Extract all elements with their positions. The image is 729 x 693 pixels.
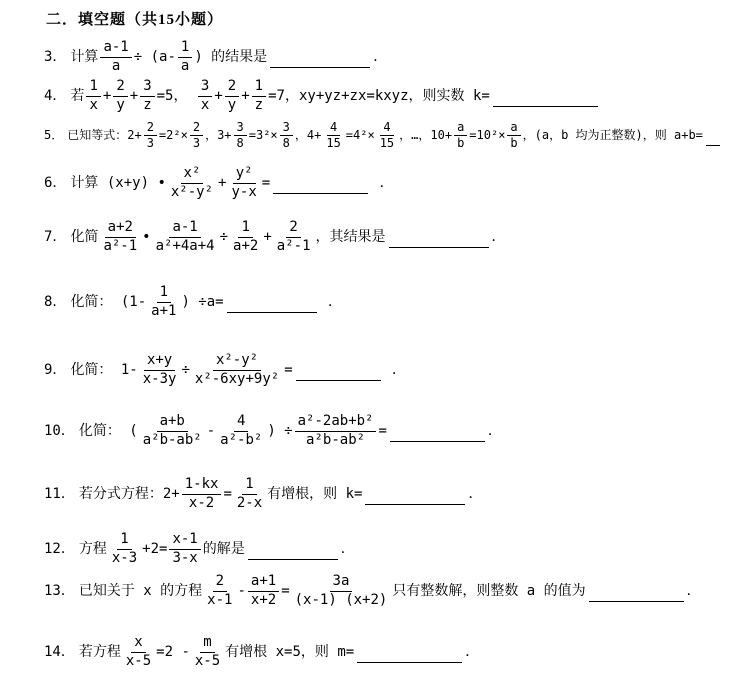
fraction-numerator: y²	[233, 165, 256, 184]
math-text: ．	[468, 485, 483, 502]
math-text: =5，	[156, 87, 196, 104]
answer-blank	[248, 546, 338, 560]
fraction-denominator: x²-y²	[170, 183, 214, 200]
question-item	[44, 39, 723, 75]
math-text: =	[378, 422, 387, 439]
math-text: 有增根，则 k=	[267, 485, 363, 502]
fraction-numerator: 2	[213, 573, 227, 592]
math-text: =	[223, 485, 232, 502]
fraction-denominator: a	[180, 57, 190, 74]
fraction-denominator: b	[510, 136, 518, 150]
fraction-numerator: a²-2ab+b²	[295, 413, 377, 432]
math-fraction	[192, 352, 282, 388]
question-item	[44, 573, 723, 609]
question-number: 10．	[44, 422, 75, 439]
question-item	[44, 78, 723, 114]
math-text: ÷ (a-	[133, 48, 176, 65]
answer-blank	[493, 93, 598, 107]
fraction-denominator: a²b-ab²	[306, 431, 366, 448]
math-text: ) 的结果是	[194, 48, 268, 65]
question-number: 3．	[44, 48, 67, 65]
math-fraction	[169, 531, 200, 567]
fraction-denominator: 8	[282, 136, 290, 150]
math-text: 化简： 1-	[70, 361, 138, 378]
fraction-numerator: a-1	[169, 219, 200, 238]
answer-blank	[589, 588, 684, 602]
fraction-numerator: 2	[144, 120, 157, 136]
question-item	[44, 476, 723, 512]
fraction-denominator: y	[116, 96, 125, 113]
math-text: 若方程	[78, 643, 121, 660]
math-fraction	[178, 39, 192, 75]
math-text: +	[129, 87, 139, 104]
math-text: ．	[371, 174, 394, 191]
math-text: 已知关于 x 的方程	[78, 582, 203, 599]
math-fraction	[182, 476, 222, 512]
math-fraction	[140, 78, 154, 114]
fraction-denominator: y-x	[231, 183, 257, 200]
fraction-numerator: 4	[380, 120, 393, 136]
fraction-numerator: a+2	[105, 219, 136, 238]
math-text: ) ÷	[267, 422, 293, 439]
answer-blank	[706, 133, 720, 145]
math-fraction	[234, 476, 265, 512]
math-fraction	[148, 284, 179, 320]
question-number: 12．	[44, 540, 75, 557]
math-text: -	[206, 422, 216, 439]
fraction-numerator: 2	[225, 78, 239, 97]
math-fraction	[274, 219, 314, 255]
fraction-denominator: x-3y	[142, 370, 177, 387]
fraction-numerator: a+b	[157, 413, 188, 432]
math-fraction	[248, 573, 279, 609]
fraction-denominator: x-5	[125, 652, 152, 669]
question-item	[44, 165, 723, 201]
fraction-numerator: 3	[198, 78, 212, 97]
math-fraction	[252, 78, 266, 114]
math-text: 若	[70, 87, 85, 104]
fraction-numerator: 1	[242, 476, 256, 495]
question-number: 6．	[44, 174, 67, 191]
math-fraction	[454, 120, 467, 151]
math-text: ，…，10+	[399, 128, 453, 143]
question-item	[44, 531, 723, 567]
math-fraction	[153, 219, 218, 255]
math-text: =2 -	[156, 643, 190, 660]
math-fraction	[140, 413, 205, 449]
fraction-numerator: 1	[117, 531, 131, 550]
math-fraction	[225, 78, 239, 114]
math-fraction	[123, 634, 154, 670]
question-number: 11．	[44, 485, 75, 502]
fraction-numerator: x²-y²	[213, 352, 261, 371]
fraction-denominator: a+1	[151, 302, 177, 319]
question-item	[44, 120, 723, 151]
question-number: 8．	[44, 293, 67, 310]
math-text: =7，xy+yz+zx=kxyz，则实数 k=	[268, 87, 490, 104]
fraction-denominator: a²b-ab²	[142, 431, 202, 448]
math-text: ．	[340, 540, 355, 557]
math-fraction	[217, 413, 265, 449]
math-text: =3²×	[248, 128, 278, 143]
math-fraction	[228, 165, 259, 201]
math-fraction	[198, 78, 212, 114]
math-text: 方程	[78, 540, 107, 557]
fraction-numerator: x²	[181, 165, 204, 184]
fraction-numerator: x	[131, 634, 145, 653]
math-text: +	[241, 87, 250, 104]
fraction-numerator: 2	[286, 219, 300, 238]
question-number: 13．	[44, 582, 75, 599]
math-text: ．	[465, 643, 480, 660]
math-text: ．	[491, 228, 506, 245]
fraction-numerator: 2	[113, 78, 127, 97]
fraction-denominator: a²-1	[103, 237, 138, 254]
math-text: +	[214, 87, 223, 104]
math-text: ，4+	[294, 128, 322, 143]
math-fraction	[292, 573, 391, 609]
math-fraction	[168, 165, 216, 201]
fraction-denominator: a²-b²	[220, 431, 263, 448]
fraction-numerator: 4	[327, 120, 340, 136]
math-text: +	[263, 228, 272, 245]
fraction-denominator: x	[89, 96, 98, 113]
math-fraction	[100, 39, 131, 75]
question-item	[44, 219, 723, 255]
math-text: +2=	[142, 540, 168, 557]
math-fraction	[100, 219, 140, 255]
fraction-numerator: x-1	[169, 531, 200, 550]
math-text: =2²×	[158, 128, 188, 143]
question-number: 4．	[44, 87, 67, 104]
math-text: 化简	[70, 228, 99, 245]
fraction-numerator: 3	[140, 78, 154, 97]
fraction-denominator: z	[143, 96, 152, 113]
answer-blank	[273, 180, 368, 194]
math-fraction	[507, 120, 520, 151]
math-text: -	[237, 582, 246, 599]
question-number: 14．	[44, 643, 75, 660]
math-fraction	[86, 78, 100, 114]
answer-blank	[365, 491, 465, 505]
math-text: +	[218, 174, 227, 191]
math-fraction	[192, 634, 223, 670]
fraction-numerator: 3	[280, 120, 293, 136]
question-item	[44, 352, 723, 388]
fraction-denominator: x	[200, 96, 210, 113]
fraction-denominator: x+2	[250, 591, 277, 608]
question-item	[44, 284, 723, 320]
fraction-numerator: m	[200, 634, 214, 653]
math-fraction	[234, 120, 247, 151]
fraction-denominator: 8	[236, 136, 244, 150]
math-text: =10²×	[469, 128, 506, 143]
question-item	[44, 634, 723, 670]
fraction-denominator: x²-6xy+9y²	[194, 370, 280, 387]
fraction-denominator: (x-1) (x+2)	[294, 591, 388, 608]
fraction-numerator: 3	[234, 120, 247, 136]
math-text: 已知等式：2+	[67, 128, 142, 143]
fraction-numerator: a	[507, 120, 520, 136]
fraction-denominator: a²+4a+4	[155, 237, 215, 254]
math-fraction	[140, 352, 180, 388]
fraction-numerator: 4	[234, 413, 248, 432]
fraction-denominator: 15	[379, 136, 395, 150]
answer-blank	[389, 234, 489, 248]
fraction-denominator: x-2	[188, 494, 215, 511]
question-item	[44, 413, 723, 449]
fraction-denominator: z	[254, 96, 264, 113]
math-text: ) ÷a=	[181, 293, 224, 310]
math-text: =	[261, 174, 271, 191]
math-text: +	[102, 87, 112, 104]
fraction-numerator: 1	[178, 39, 192, 58]
fraction-denominator: b	[457, 136, 465, 150]
math-text: =4²×	[345, 128, 375, 143]
math-text: ，3+	[205, 128, 232, 143]
math-text: 若分式方程：2+	[78, 485, 180, 502]
answer-blank	[390, 428, 485, 442]
answer-blank	[270, 54, 370, 68]
math-text: •	[142, 228, 151, 245]
section-title: 二．填空题（共15小题）	[46, 12, 224, 28]
fraction-numerator: 1	[238, 219, 252, 238]
math-text: ．	[373, 48, 388, 65]
fraction-numerator: a	[454, 120, 467, 136]
fraction-denominator: 2-x	[236, 494, 263, 511]
question-number: 7．	[44, 228, 67, 245]
math-fraction	[295, 413, 377, 449]
math-text: =	[281, 582, 290, 599]
math-text: ÷	[181, 361, 190, 378]
fraction-numerator: 1	[252, 78, 266, 97]
math-fraction	[190, 120, 203, 151]
math-fraction	[109, 531, 140, 567]
fraction-numerator: a+1	[248, 573, 279, 592]
question-number: 9．	[44, 361, 67, 378]
fraction-denominator: y	[227, 96, 237, 113]
answer-blank	[357, 649, 462, 663]
math-text: ．	[383, 361, 407, 378]
math-fraction	[144, 120, 157, 151]
fraction-numerator: 2	[190, 120, 203, 136]
math-text: 化简： (1-	[70, 293, 147, 310]
math-text: 化简： (	[78, 422, 138, 439]
fraction-denominator: a²-1	[276, 237, 311, 254]
fraction-denominator: x-3	[111, 549, 138, 566]
fraction-numerator: 1	[157, 284, 171, 303]
math-fraction	[204, 573, 235, 609]
math-text: =	[284, 361, 293, 378]
math-text: 的解是	[202, 540, 245, 557]
math-text: ．	[686, 582, 701, 599]
fraction-denominator: a	[111, 57, 121, 74]
fraction-denominator: 15	[326, 136, 341, 150]
fraction-numerator: a-1	[100, 39, 131, 58]
math-fraction	[113, 78, 127, 114]
math-text: ．	[319, 293, 343, 310]
fraction-numerator: 3a	[330, 573, 353, 592]
fraction-denominator: 3-x	[172, 549, 198, 566]
answer-blank	[227, 299, 317, 313]
math-fraction	[280, 120, 293, 151]
math-fraction	[323, 120, 343, 151]
fraction-numerator: x+y	[144, 352, 175, 371]
fraction-denominator: 3	[192, 136, 201, 150]
math-text: ，其结果是	[315, 228, 386, 245]
math-text: 只有整数解，则整数 a 的值为	[392, 582, 586, 599]
fraction-denominator: x-1	[207, 591, 233, 608]
question-number: 5．	[44, 128, 64, 143]
math-fraction	[230, 219, 261, 255]
math-text: ÷	[219, 228, 229, 245]
math-text: 有增根 x=5，则 m=	[225, 643, 355, 660]
fraction-numerator: 1	[86, 78, 100, 97]
fraction-denominator: 3	[146, 136, 154, 150]
math-text: ．	[487, 422, 502, 439]
math-text: 计算 (x+y) •	[70, 174, 166, 191]
questions	[44, 39, 723, 670]
fraction-denominator: x-5	[194, 652, 221, 669]
math-text: 计算	[70, 48, 99, 65]
answer-blank	[296, 367, 381, 381]
math-fraction	[377, 120, 397, 151]
fraction-denominator: a+2	[233, 237, 259, 254]
math-text: ，(a，b 均为正整数)，则 a+b=	[522, 128, 703, 143]
fraction-numerator: 1-kx	[182, 476, 222, 495]
